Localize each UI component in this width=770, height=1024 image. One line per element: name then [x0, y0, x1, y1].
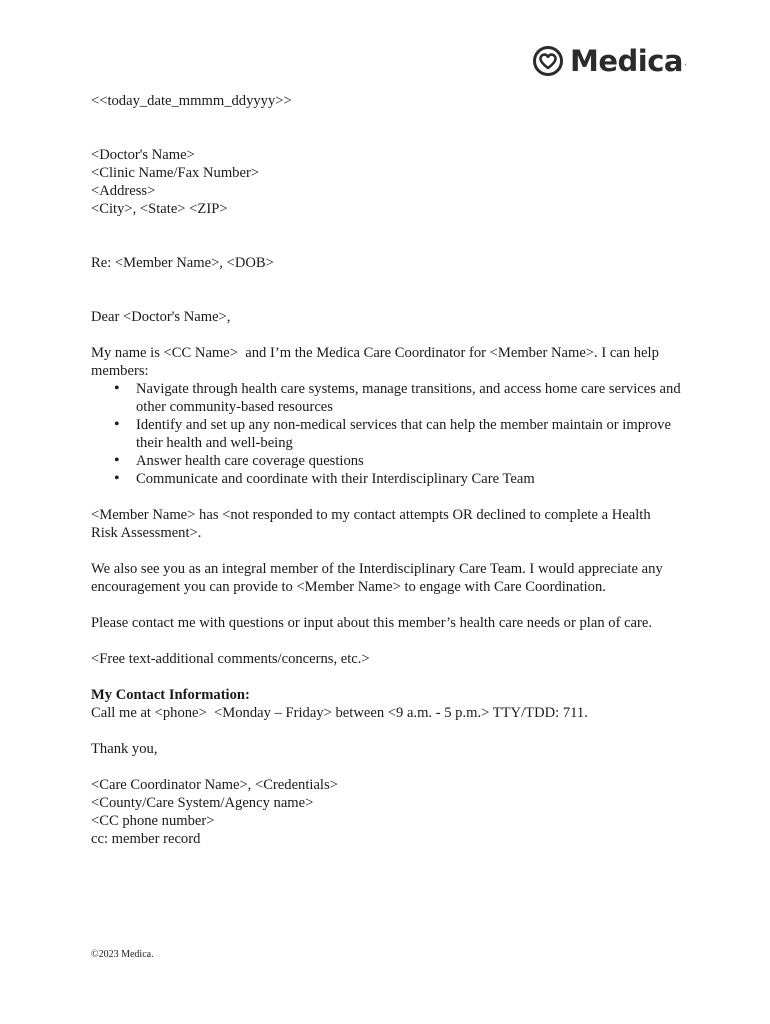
address-line: <City>, <State> <ZIP>	[91, 201, 228, 217]
closing: Thank you,	[91, 741, 158, 757]
services-list	[91, 380, 681, 488]
letter-date: <<today_date_mmmm_ddyyyy>>	[91, 93, 292, 109]
list-item: • Identify and set up any non-medical services that can help the member maintain or improve their health and well-being	[136, 416, 681, 452]
medica-logo	[532, 44, 687, 78]
contact-request-paragraph: Please contact me with questions or input about this member’s health care needs or plan of care.	[91, 615, 653, 631]
copyright-footer: ©2023 Medica.	[91, 949, 154, 960]
medica-heart-logo-icon	[532, 45, 564, 77]
re-line: Re: <Member Name>, <DOB>	[91, 255, 274, 271]
contact-line: Call me at <phone> <Monday – Friday> between <9 a.m. - 5 p.m.> TTY/TDD: 711.	[91, 705, 588, 721]
letter-body	[91, 92, 681, 848]
logo-trademark: .	[684, 58, 687, 67]
address-line: <Clinic Name/Fax Number>	[91, 165, 260, 181]
list-item: • Answer health care coverage questions	[136, 452, 681, 470]
list-item: • Navigate through health care systems, manage transitions, and access home care services and other community-based resources	[136, 380, 681, 416]
free-text-paragraph: <Free text-additional comments/concerns, etc.>	[91, 651, 370, 667]
recipient-address	[91, 146, 681, 218]
signature-line: <CC phone number>	[91, 813, 215, 829]
contact-heading: My Contact Information:	[91, 687, 250, 703]
address-line: <Doctor's Name>	[91, 147, 195, 163]
signature-line: cc: member record	[91, 831, 201, 847]
address-line: <Address>	[91, 183, 156, 199]
intro-paragraph: My name is <CC Name> and I’m the Medica Care Coordinator for <Member Name>. I can help members:	[91, 345, 663, 379]
signature-line: <County/Care System/Agency name>	[91, 795, 314, 811]
status-paragraph: <Member Name> has <not responded to my contact attempts OR declined to complete a Health Risk Assessment>.	[91, 507, 655, 541]
team-paragraph: We also see you as an integral member of the Interdisciplinary Care Team. I would appreciate any encouragement you can provide to <Member Name> to engage with Care Coordination.	[91, 561, 667, 595]
salutation: Dear <Doctor's Name>,	[91, 309, 231, 325]
signature-block	[91, 776, 681, 848]
signature-line: <Care Coordinator Name>, <Credentials>	[91, 777, 338, 793]
logo-wordmark: Medica	[570, 44, 683, 78]
list-item: • Communicate and coordinate with their Interdisciplinary Care Team	[136, 470, 681, 488]
